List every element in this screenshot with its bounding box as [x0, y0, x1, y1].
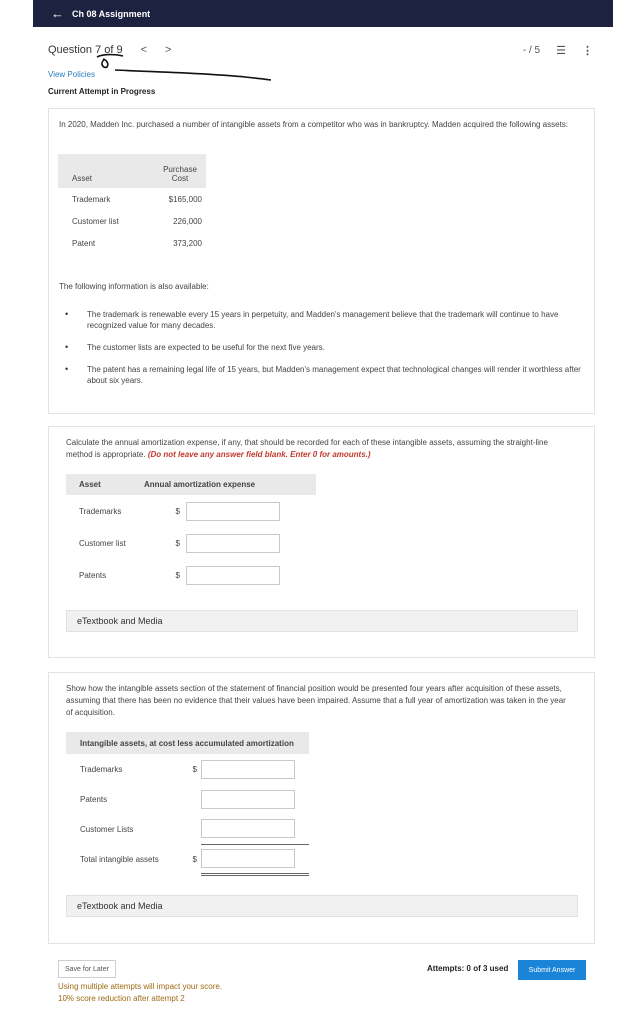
patents-net-input[interactable] — [201, 790, 295, 809]
trademarks-net-input[interactable] — [201, 760, 295, 779]
assignment-title: Ch 08 Assignment — [72, 8, 151, 19]
table-row — [66, 844, 309, 874]
intangible-assets-table — [66, 732, 309, 876]
row-label: Patents — [79, 570, 107, 580]
row-label: Trademarks — [79, 506, 122, 516]
part1-instruction-text: Calculate the annual amortization expense, if any, that should be recorded for each of these intangible assets, assuming the straight-line method is appropriate. — [66, 438, 548, 459]
attempts-warning: Using multiple attempts will impact your score. — [58, 982, 223, 991]
part1-card — [48, 426, 595, 658]
view-policies-link[interactable]: View Policies — [48, 70, 95, 79]
etextbook-media-button[interactable]: eTextbook and Media — [66, 895, 578, 917]
part1-note: (Do not leave any answer field blank. Enter 0 for amounts.) — [147, 450, 371, 459]
total-intangible-assets-input[interactable] — [201, 849, 295, 868]
asset-cost: 226,000 — [173, 216, 202, 226]
currency-symbol: $ — [175, 538, 180, 548]
currency-symbol — [177, 784, 201, 814]
asset-cost: 373,200 — [173, 238, 202, 248]
part2-instruction: Show how the intangible assets section of the statement of financial position would be presented four years after acquisition of these assets, assuming that there has been no evidence that their values have been impaired. Assume that a full year of amortization was taken in the year of acquisition. — [66, 684, 566, 717]
info-list — [65, 309, 585, 397]
table-row — [58, 232, 206, 254]
table-row — [66, 814, 309, 844]
row-label: Customer list — [79, 538, 126, 548]
amortization-table — [66, 474, 316, 591]
row-label: Total intangible assets — [80, 854, 159, 864]
col-asset: Asset — [66, 474, 126, 495]
table-row — [58, 188, 206, 210]
assets-table — [58, 154, 206, 254]
table-row — [66, 784, 309, 814]
currency-symbol — [177, 814, 201, 844]
prev-question-button[interactable]: < — [140, 44, 148, 56]
col-asset: Asset — [58, 154, 158, 188]
list-item: • The trademark is renewable every 15 years in perpetuity, and Madden's management believe that the trademark will continue to have recognized value for many decades. — [65, 309, 585, 331]
table-row — [66, 527, 316, 559]
customer-list-amortization-input[interactable] — [186, 534, 280, 553]
row-label: Customer Lists — [80, 824, 134, 834]
list-icon[interactable]: ☰ — [556, 44, 566, 57]
more-vertical-icon[interactable]: ⋮ — [582, 44, 593, 57]
score-display: - / 5 — [522, 44, 541, 56]
intangible-assets-header: Intangible assets, at cost less accumulated amortization — [66, 732, 309, 754]
row-label: Patents — [80, 794, 108, 804]
next-question-button[interactable]: > — [165, 44, 172, 56]
currency-symbol: $ — [175, 570, 180, 580]
row-label: Trademarks — [80, 764, 123, 774]
top-bar — [33, 0, 613, 27]
problem-card — [48, 108, 595, 414]
col-purchase-cost: Purchase Cost — [158, 154, 206, 188]
trademarks-amortization-input[interactable] — [186, 502, 280, 521]
list-item: • The customer lists are expected to be useful for the next five years. — [65, 342, 585, 353]
submit-answer-button[interactable]: Submit Answer — [518, 960, 586, 980]
etextbook-media-button[interactable]: eTextbook and Media — [66, 610, 578, 632]
table-row — [66, 754, 309, 784]
asset-name: Customer list — [72, 216, 119, 226]
part1-instruction — [66, 437, 566, 461]
score-reduction-note: 10% score reduction after attempt 2 — [58, 994, 185, 1003]
table-row — [66, 495, 316, 527]
currency-symbol: $ — [175, 506, 180, 516]
part2-card — [48, 672, 595, 944]
customer-lists-net-input[interactable] — [201, 819, 295, 838]
question-label: Question 7 of 9 — [48, 44, 123, 56]
attempts-counter: Attempts: 0 of 3 used — [427, 964, 509, 973]
table-row — [58, 210, 206, 232]
arrow-left-icon[interactable]: ← — [51, 6, 64, 21]
col-annual-amortization: Annual amortization expense — [126, 474, 316, 495]
question-nav — [48, 42, 593, 58]
table-row — [66, 559, 316, 591]
list-item: • The patent has a remaining legal life of 15 years, but Madden's management expect that technological changes will render it worthless after about six years. — [65, 364, 585, 386]
currency-symbol: $ — [192, 764, 197, 774]
patents-amortization-input[interactable] — [186, 566, 280, 585]
problem-intro: In 2020, Madden Inc. purchased a number of intangible assets from a competitor who was in bankruptcy. Madden acquired the following assets: — [59, 120, 569, 129]
asset-name: Trademark — [72, 194, 111, 204]
asset-cost: $165,000 — [168, 194, 202, 204]
asset-name: Patent — [72, 238, 96, 248]
save-for-later-button[interactable]: Save for Later — [58, 960, 116, 978]
also-available-text: The following information is also available: — [59, 282, 209, 291]
attempt-status: Current Attempt in Progress — [48, 87, 156, 96]
currency-symbol: $ — [192, 854, 197, 864]
